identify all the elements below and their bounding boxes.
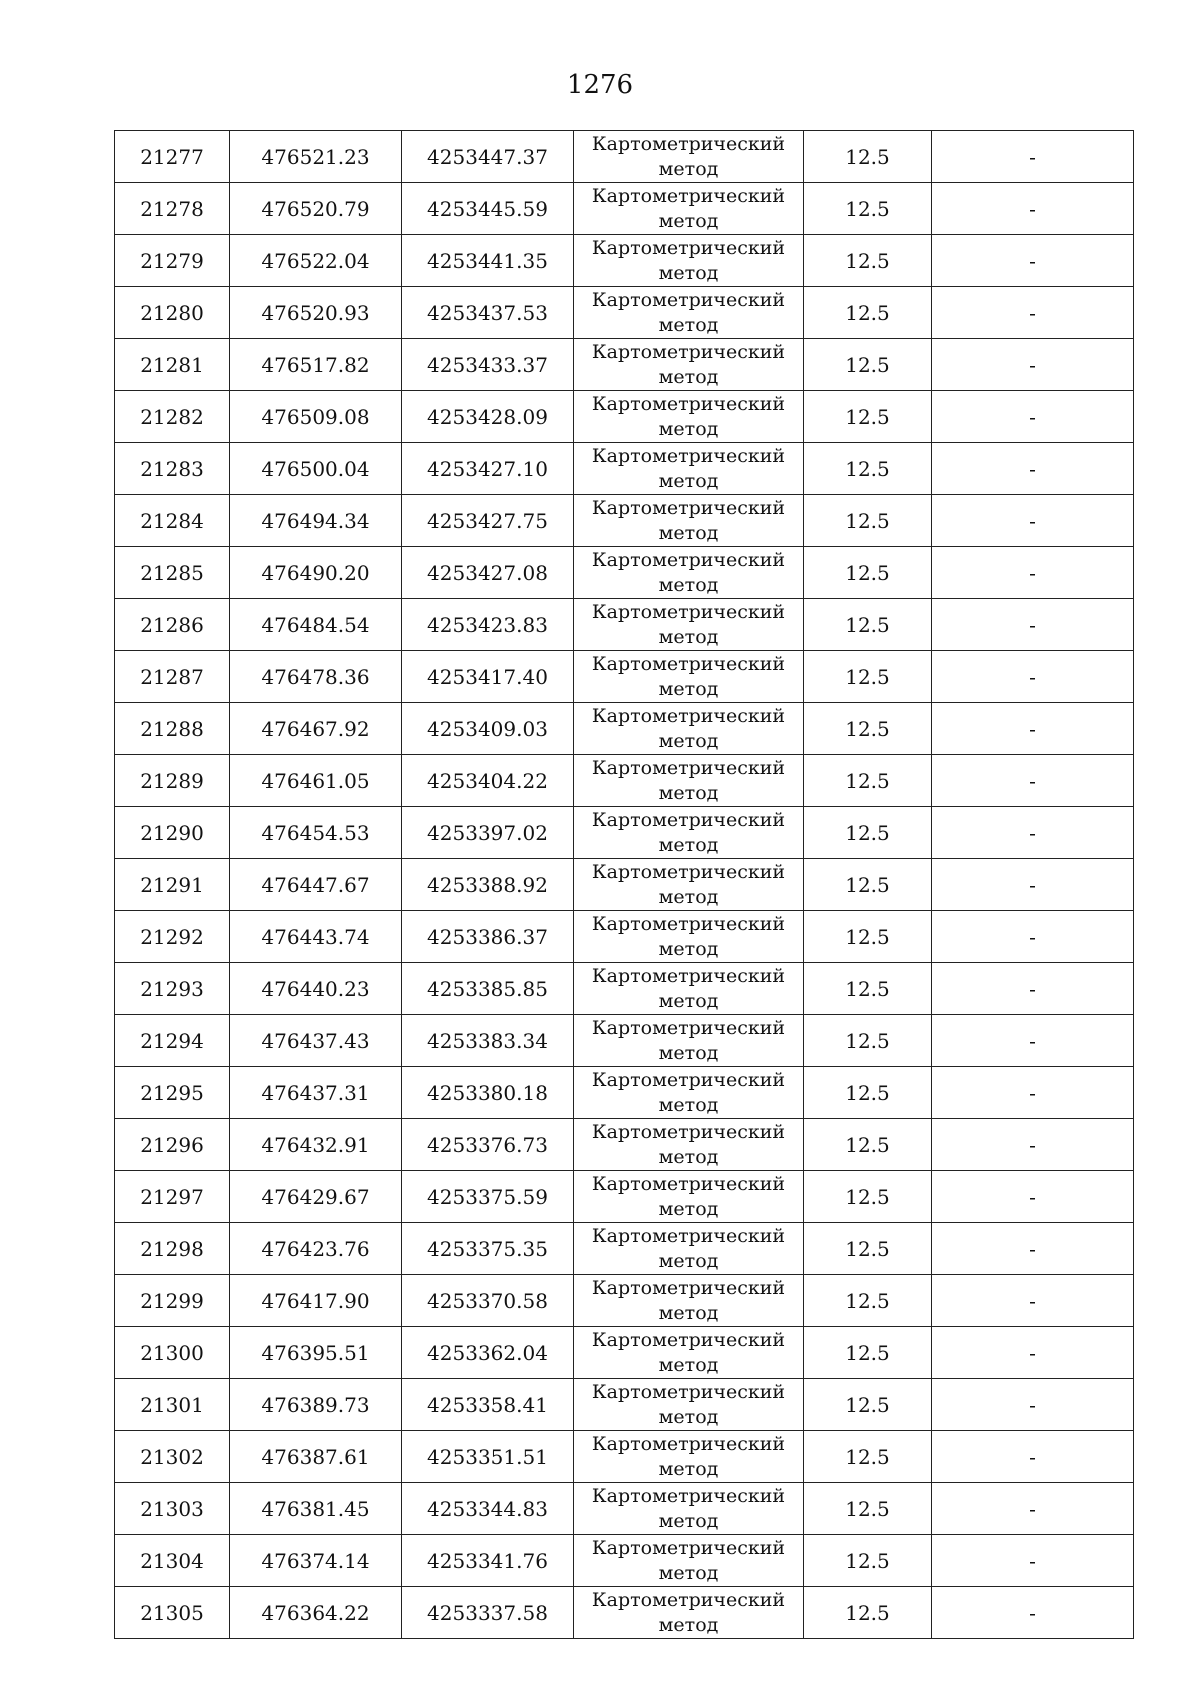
method-cell xyxy=(574,807,804,859)
table-row xyxy=(115,1483,1134,1535)
y-coordinate-cell: 4253341.76 xyxy=(402,1535,574,1587)
method-line-1: Картометрический xyxy=(591,1224,786,1247)
y-coordinate-cell: 4253383.34 xyxy=(402,1015,574,1067)
table-row xyxy=(115,859,1134,911)
table-row xyxy=(115,235,1134,287)
method-line-1: Картометрический xyxy=(591,1172,786,1195)
accuracy-cell: 12.5 xyxy=(804,183,932,235)
accuracy-cell: 12.5 xyxy=(804,131,932,183)
note-cell: - xyxy=(932,1119,1134,1171)
point-id-cell: 21297 xyxy=(115,1171,230,1223)
y-coordinate-cell: 4253380.18 xyxy=(402,1067,574,1119)
method-line-2: метод xyxy=(658,729,719,752)
table-row xyxy=(115,807,1134,859)
method-line-2: метод xyxy=(658,1197,719,1220)
table-row xyxy=(115,443,1134,495)
table-row xyxy=(115,1015,1134,1067)
method-line-2: метод xyxy=(658,521,719,544)
table-row xyxy=(115,547,1134,599)
method-cell xyxy=(574,1275,804,1327)
method-line-1: Картометрический xyxy=(591,1380,786,1403)
method-line-2: метод xyxy=(658,1457,719,1480)
method-line-1: Картометрический xyxy=(591,808,786,831)
method-line-1: Картометрический xyxy=(591,1016,786,1039)
method-line-1: Картометрический xyxy=(591,444,786,467)
method-line-1: Картометрический xyxy=(591,1588,786,1611)
point-id-cell: 21285 xyxy=(115,547,230,599)
y-coordinate-cell: 4253397.02 xyxy=(402,807,574,859)
x-coordinate-cell: 476520.79 xyxy=(230,183,402,235)
accuracy-cell: 12.5 xyxy=(804,1535,932,1587)
y-coordinate-cell: 4253388.92 xyxy=(402,859,574,911)
note-cell: - xyxy=(932,1275,1134,1327)
note-cell: - xyxy=(932,963,1134,1015)
method-line-1: Картометрический xyxy=(591,1068,786,1091)
y-coordinate-cell: 4253445.59 xyxy=(402,183,574,235)
x-coordinate-cell: 476494.34 xyxy=(230,495,402,547)
x-coordinate-cell: 476490.20 xyxy=(230,547,402,599)
x-coordinate-cell: 476517.82 xyxy=(230,339,402,391)
method-line-1: Картометрический xyxy=(591,1432,786,1455)
table-row xyxy=(115,183,1134,235)
method-cell xyxy=(574,911,804,963)
x-coordinate-cell: 476454.53 xyxy=(230,807,402,859)
table-row xyxy=(115,1223,1134,1275)
x-coordinate-cell: 476437.31 xyxy=(230,1067,402,1119)
table-row xyxy=(115,495,1134,547)
note-cell: - xyxy=(932,1327,1134,1379)
point-id-cell: 21290 xyxy=(115,807,230,859)
point-id-cell: 21280 xyxy=(115,287,230,339)
method-cell xyxy=(574,443,804,495)
point-id-cell: 21289 xyxy=(115,755,230,807)
method-cell xyxy=(574,1379,804,1431)
method-cell xyxy=(574,391,804,443)
method-cell xyxy=(574,1587,804,1639)
y-coordinate-cell: 4253427.08 xyxy=(402,547,574,599)
point-id-cell: 21304 xyxy=(115,1535,230,1587)
y-coordinate-cell: 4253428.09 xyxy=(402,391,574,443)
accuracy-cell: 12.5 xyxy=(804,1275,932,1327)
accuracy-cell: 12.5 xyxy=(804,1223,932,1275)
method-cell xyxy=(574,599,804,651)
method-line-2: метод xyxy=(658,261,719,284)
point-id-cell: 21288 xyxy=(115,703,230,755)
note-cell: - xyxy=(932,807,1134,859)
method-line-1: Картометрический xyxy=(591,392,786,415)
point-id-cell: 21282 xyxy=(115,391,230,443)
method-cell xyxy=(574,703,804,755)
x-coordinate-cell: 476364.22 xyxy=(230,1587,402,1639)
note-cell: - xyxy=(932,1587,1134,1639)
method-line-2: метод xyxy=(658,1353,719,1376)
method-line-1: Картометрический xyxy=(591,964,786,987)
note-cell: - xyxy=(932,911,1134,963)
method-cell xyxy=(574,1327,804,1379)
note-cell: - xyxy=(932,599,1134,651)
table-row xyxy=(115,755,1134,807)
method-line-1: Картометрический xyxy=(591,912,786,935)
point-id-cell: 21292 xyxy=(115,911,230,963)
method-cell xyxy=(574,495,804,547)
y-coordinate-cell: 4253362.04 xyxy=(402,1327,574,1379)
accuracy-cell: 12.5 xyxy=(804,391,932,443)
y-coordinate-cell: 4253375.59 xyxy=(402,1171,574,1223)
method-cell xyxy=(574,1015,804,1067)
accuracy-cell: 12.5 xyxy=(804,807,932,859)
point-id-cell: 21279 xyxy=(115,235,230,287)
accuracy-cell: 12.5 xyxy=(804,1431,932,1483)
method-line-2: метод xyxy=(658,1249,719,1272)
accuracy-cell: 12.5 xyxy=(804,963,932,1015)
method-line-1: Картометрический xyxy=(591,340,786,363)
y-coordinate-cell: 4253337.58 xyxy=(402,1587,574,1639)
method-line-1: Картометрический xyxy=(591,288,786,311)
accuracy-cell: 12.5 xyxy=(804,1587,932,1639)
method-line-1: Картометрический xyxy=(591,548,786,571)
y-coordinate-cell: 4253423.83 xyxy=(402,599,574,651)
x-coordinate-cell: 476387.61 xyxy=(230,1431,402,1483)
note-cell: - xyxy=(932,235,1134,287)
note-cell: - xyxy=(932,1015,1134,1067)
table-row xyxy=(115,963,1134,1015)
method-cell xyxy=(574,651,804,703)
y-coordinate-cell: 4253427.75 xyxy=(402,495,574,547)
method-cell xyxy=(574,339,804,391)
method-cell xyxy=(574,1535,804,1587)
y-coordinate-cell: 4253417.40 xyxy=(402,651,574,703)
method-line-2: метод xyxy=(658,1093,719,1116)
x-coordinate-cell: 476522.04 xyxy=(230,235,402,287)
table-row xyxy=(115,1067,1134,1119)
note-cell: - xyxy=(932,339,1134,391)
accuracy-cell: 12.5 xyxy=(804,1327,932,1379)
table-row xyxy=(115,1327,1134,1379)
accuracy-cell: 12.5 xyxy=(804,1379,932,1431)
method-line-2: метод xyxy=(658,365,719,388)
method-cell xyxy=(574,1223,804,1275)
note-cell: - xyxy=(932,547,1134,599)
table-row xyxy=(115,1275,1134,1327)
note-cell: - xyxy=(932,1067,1134,1119)
table-row xyxy=(115,1379,1134,1431)
method-line-2: метод xyxy=(658,417,719,440)
method-cell xyxy=(574,547,804,599)
method-line-1: Картометрический xyxy=(591,496,786,519)
method-line-2: метод xyxy=(658,1561,719,1584)
method-line-2: метод xyxy=(658,937,719,960)
accuracy-cell: 12.5 xyxy=(804,1015,932,1067)
point-id-cell: 21302 xyxy=(115,1431,230,1483)
table-row xyxy=(115,599,1134,651)
method-line-1: Картометрический xyxy=(591,184,786,207)
point-id-cell: 21305 xyxy=(115,1587,230,1639)
method-line-2: метод xyxy=(658,1613,719,1636)
accuracy-cell: 12.5 xyxy=(804,287,932,339)
method-line-1: Картометрический xyxy=(591,652,786,675)
point-id-cell: 21301 xyxy=(115,1379,230,1431)
table-row xyxy=(115,1171,1134,1223)
accuracy-cell: 12.5 xyxy=(804,495,932,547)
x-coordinate-cell: 476478.36 xyxy=(230,651,402,703)
table-row xyxy=(115,1535,1134,1587)
x-coordinate-cell: 476447.67 xyxy=(230,859,402,911)
point-id-cell: 21294 xyxy=(115,1015,230,1067)
method-line-1: Картометрический xyxy=(591,860,786,883)
x-coordinate-cell: 476521.23 xyxy=(230,131,402,183)
point-id-cell: 21284 xyxy=(115,495,230,547)
y-coordinate-cell: 4253376.73 xyxy=(402,1119,574,1171)
method-line-2: метод xyxy=(658,1405,719,1428)
method-line-1: Картометрический xyxy=(591,1484,786,1507)
x-coordinate-cell: 476432.91 xyxy=(230,1119,402,1171)
note-cell: - xyxy=(932,1483,1134,1535)
method-cell xyxy=(574,859,804,911)
method-cell xyxy=(574,131,804,183)
y-coordinate-cell: 4253437.53 xyxy=(402,287,574,339)
accuracy-cell: 12.5 xyxy=(804,599,932,651)
y-coordinate-cell: 4253386.37 xyxy=(402,911,574,963)
accuracy-cell: 12.5 xyxy=(804,1483,932,1535)
method-cell xyxy=(574,235,804,287)
accuracy-cell: 12.5 xyxy=(804,1171,932,1223)
accuracy-cell: 12.5 xyxy=(804,235,932,287)
x-coordinate-cell: 476437.43 xyxy=(230,1015,402,1067)
method-line-2: метод xyxy=(658,625,719,648)
table-row xyxy=(115,1587,1134,1639)
page-number: 1276 xyxy=(566,70,634,100)
x-coordinate-cell: 476484.54 xyxy=(230,599,402,651)
point-id-cell: 21295 xyxy=(115,1067,230,1119)
x-coordinate-cell: 476374.14 xyxy=(230,1535,402,1587)
accuracy-cell: 12.5 xyxy=(804,651,932,703)
note-cell: - xyxy=(932,1171,1134,1223)
method-cell xyxy=(574,287,804,339)
x-coordinate-cell: 476520.93 xyxy=(230,287,402,339)
y-coordinate-cell: 4253370.58 xyxy=(402,1275,574,1327)
method-cell xyxy=(574,1067,804,1119)
table-row xyxy=(115,1119,1134,1171)
method-line-1: Картометрический xyxy=(591,704,786,727)
method-line-2: метод xyxy=(658,1509,719,1532)
method-cell xyxy=(574,755,804,807)
x-coordinate-cell: 476381.45 xyxy=(230,1483,402,1535)
point-id-cell: 21277 xyxy=(115,131,230,183)
y-coordinate-cell: 4253409.03 xyxy=(402,703,574,755)
y-coordinate-cell: 4253385.85 xyxy=(402,963,574,1015)
y-coordinate-cell: 4253358.41 xyxy=(402,1379,574,1431)
table-row xyxy=(115,131,1134,183)
y-coordinate-cell: 4253433.37 xyxy=(402,339,574,391)
method-cell xyxy=(574,1431,804,1483)
note-cell: - xyxy=(932,1379,1134,1431)
method-line-1: Картометрический xyxy=(591,236,786,259)
method-line-2: метод xyxy=(658,1041,719,1064)
point-id-cell: 21298 xyxy=(115,1223,230,1275)
accuracy-cell: 12.5 xyxy=(804,703,932,755)
note-cell: - xyxy=(932,183,1134,235)
method-line-2: метод xyxy=(658,209,719,232)
x-coordinate-cell: 476395.51 xyxy=(230,1327,402,1379)
method-cell xyxy=(574,1171,804,1223)
y-coordinate-cell: 4253441.35 xyxy=(402,235,574,287)
note-cell: - xyxy=(932,1431,1134,1483)
accuracy-cell: 12.5 xyxy=(804,1119,932,1171)
method-line-2: метод xyxy=(658,833,719,856)
note-cell: - xyxy=(932,1535,1134,1587)
y-coordinate-cell: 4253404.22 xyxy=(402,755,574,807)
x-coordinate-cell: 476389.73 xyxy=(230,1379,402,1431)
method-line-1: Картометрический xyxy=(591,600,786,623)
point-id-cell: 21278 xyxy=(115,183,230,235)
coordinates-table xyxy=(114,130,1134,1639)
method-cell xyxy=(574,1483,804,1535)
y-coordinate-cell: 4253375.35 xyxy=(402,1223,574,1275)
coordinates-table-body xyxy=(115,131,1134,1639)
table-row xyxy=(115,703,1134,755)
note-cell: - xyxy=(932,391,1134,443)
note-cell: - xyxy=(932,703,1134,755)
accuracy-cell: 12.5 xyxy=(804,547,932,599)
table-row xyxy=(115,911,1134,963)
method-line-2: метод xyxy=(658,1301,719,1324)
accuracy-cell: 12.5 xyxy=(804,755,932,807)
method-line-1: Картометрический xyxy=(591,1328,786,1351)
y-coordinate-cell: 4253344.83 xyxy=(402,1483,574,1535)
note-cell: - xyxy=(932,443,1134,495)
method-line-1: Картометрический xyxy=(591,756,786,779)
x-coordinate-cell: 476423.76 xyxy=(230,1223,402,1275)
method-line-2: метод xyxy=(658,157,719,180)
x-coordinate-cell: 476417.90 xyxy=(230,1275,402,1327)
x-coordinate-cell: 476509.08 xyxy=(230,391,402,443)
method-line-1: Картометрический xyxy=(591,1120,786,1143)
method-cell xyxy=(574,1119,804,1171)
method-line-2: метод xyxy=(658,885,719,908)
point-id-cell: 21281 xyxy=(115,339,230,391)
y-coordinate-cell: 4253351.51 xyxy=(402,1431,574,1483)
method-line-1: Картометрический xyxy=(591,132,786,155)
method-line-2: метод xyxy=(658,1145,719,1168)
point-id-cell: 21293 xyxy=(115,963,230,1015)
x-coordinate-cell: 476443.74 xyxy=(230,911,402,963)
point-id-cell: 21299 xyxy=(115,1275,230,1327)
table-row xyxy=(115,391,1134,443)
point-id-cell: 21296 xyxy=(115,1119,230,1171)
note-cell: - xyxy=(932,287,1134,339)
x-coordinate-cell: 476440.23 xyxy=(230,963,402,1015)
note-cell: - xyxy=(932,651,1134,703)
method-line-1: Картометрический xyxy=(591,1536,786,1559)
accuracy-cell: 12.5 xyxy=(804,911,932,963)
point-id-cell: 21300 xyxy=(115,1327,230,1379)
note-cell: - xyxy=(932,859,1134,911)
note-cell: - xyxy=(932,755,1134,807)
x-coordinate-cell: 476461.05 xyxy=(230,755,402,807)
point-id-cell: 21286 xyxy=(115,599,230,651)
y-coordinate-cell: 4253447.37 xyxy=(402,131,574,183)
accuracy-cell: 12.5 xyxy=(804,1067,932,1119)
method-line-2: метод xyxy=(658,573,719,596)
point-id-cell: 21283 xyxy=(115,443,230,495)
note-cell: - xyxy=(932,1223,1134,1275)
note-cell: - xyxy=(932,495,1134,547)
method-cell xyxy=(574,963,804,1015)
x-coordinate-cell: 476429.67 xyxy=(230,1171,402,1223)
x-coordinate-cell: 476467.92 xyxy=(230,703,402,755)
point-id-cell: 21303 xyxy=(115,1483,230,1535)
accuracy-cell: 12.5 xyxy=(804,443,932,495)
table-row xyxy=(115,339,1134,391)
method-line-2: метод xyxy=(658,469,719,492)
method-line-1: Картометрический xyxy=(591,1276,786,1299)
method-line-2: метод xyxy=(658,781,719,804)
method-cell xyxy=(574,183,804,235)
point-id-cell: 21291 xyxy=(115,859,230,911)
x-coordinate-cell: 476500.04 xyxy=(230,443,402,495)
method-line-2: метод xyxy=(658,989,719,1012)
table-row xyxy=(115,287,1134,339)
method-line-2: метод xyxy=(658,313,719,336)
note-cell: - xyxy=(932,131,1134,183)
table-row xyxy=(115,651,1134,703)
method-line-2: метод xyxy=(658,677,719,700)
table-row xyxy=(115,1431,1134,1483)
accuracy-cell: 12.5 xyxy=(804,339,932,391)
point-id-cell: 21287 xyxy=(115,651,230,703)
accuracy-cell: 12.5 xyxy=(804,859,932,911)
y-coordinate-cell: 4253427.10 xyxy=(402,443,574,495)
